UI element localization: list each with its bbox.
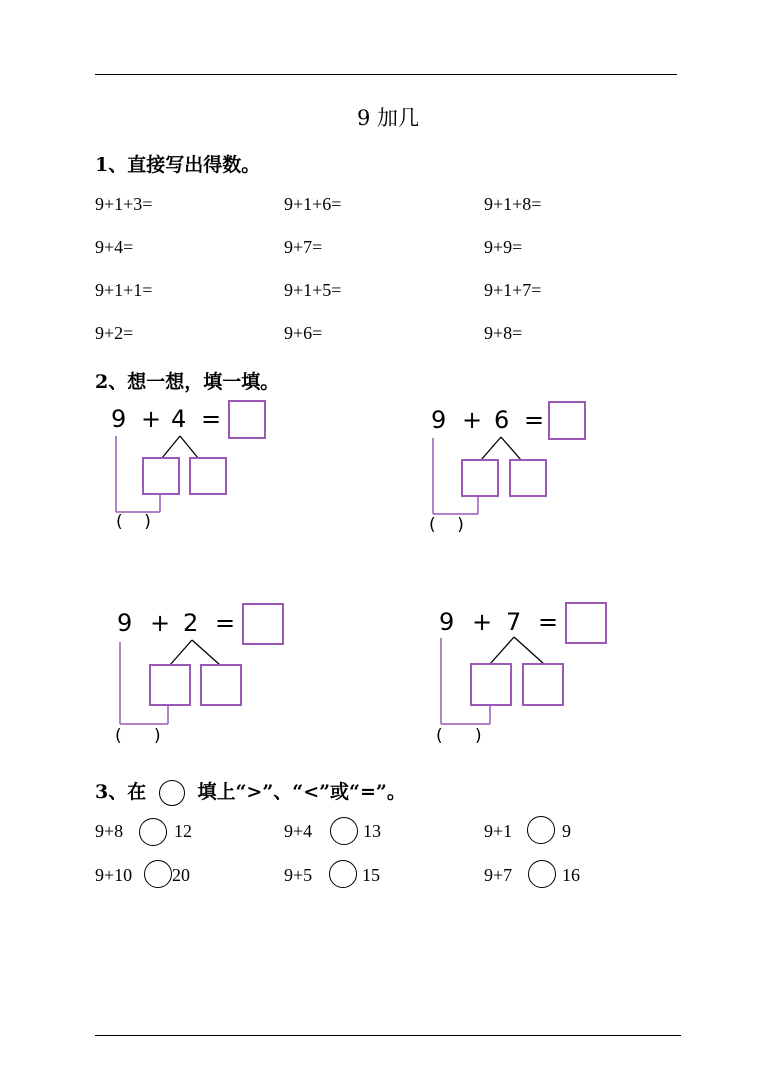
compare-right: 13 [363,821,381,841]
plus-sign: + [472,608,493,636]
compare-left: 9+1 [484,821,513,841]
page-title: 9 加几 [356,106,420,130]
compare-right: 9 [562,821,571,841]
split-box-left [143,458,179,494]
equation-3 [117,609,235,637]
split-box-left [471,664,511,705]
section3-heading [95,777,406,806]
exercise-item: 9+1+6= [284,194,342,214]
compare-right: 20 [172,865,190,885]
answer-box [243,604,283,644]
blank-paren: ( ) [436,726,482,746]
split-box-left [462,460,498,496]
exercise-item: 9+1+5= [284,280,342,300]
equation-2 [431,406,544,434]
equals-sign: = [215,609,236,637]
addend-b: 7 [506,608,522,636]
split-box-right [523,664,563,705]
compare-left: 9+4 [284,821,313,841]
split-box-right [510,460,546,496]
exercise-item: 9+8= [484,323,523,343]
split-box-right [190,458,226,494]
addend-b: 2 [183,609,199,637]
addend-a: 9 [439,608,455,636]
equation-1 [111,405,221,433]
answer-box [229,401,265,438]
compare-right: 15 [362,865,380,885]
compare-circle[interactable] [329,860,357,888]
exercise-item: 9+7= [284,237,323,257]
compare-left: 9+5 [284,865,313,885]
addend-a: 9 [431,406,447,434]
equals-sign: = [538,608,559,636]
exercise-item: 9+1+8= [484,194,542,214]
circle-icon [159,780,185,806]
compare-right: 16 [562,865,580,885]
exercise-item: 9+1+1= [95,280,153,300]
compare-circle[interactable] [528,860,556,888]
plus-sign: + [462,406,483,434]
blank-paren: ( ) [116,512,151,532]
plus-sign: + [150,609,171,637]
addend-a: 9 [117,609,133,637]
compare-left: 9+7 [484,865,513,885]
compare-circle[interactable] [139,818,167,846]
exercise-item: 9+9= [484,237,523,257]
equals-sign: = [201,405,222,433]
compare-circle[interactable] [330,817,358,845]
equation-4 [439,608,558,636]
addend-b: 6 [494,406,510,434]
section2-heading: 2、想一想，填一填。 [95,371,280,393]
addend-b: 4 [171,405,187,433]
answer-box [566,603,606,643]
exercise-item: 9+6= [284,323,323,343]
section3-heading-pre: 3、在 [95,781,147,803]
equals-sign: = [524,406,545,434]
addend-a: 9 [111,405,127,433]
compare-circle[interactable] [144,860,172,888]
compare-circle[interactable] [527,816,555,844]
compare-right: 12 [174,821,192,841]
section1-heading: 1、直接写出得数。 [95,154,261,176]
answer-box [549,402,585,439]
split-box-left [150,665,190,705]
section3-heading-post: 填上“>”、“<”或“=”。 [197,781,406,803]
exercise-item: 9+4= [95,237,134,257]
exercise-item: 9+2= [95,323,134,343]
split-box-right [201,665,241,705]
compare-left: 9+8 [95,821,124,841]
exercise-item: 9+1+7= [484,280,542,300]
blank-paren: ( ) [115,726,161,746]
blank-paren: ( ) [429,515,464,535]
plus-sign: + [141,405,162,433]
exercise-item: 9+1+3= [95,194,153,214]
compare-left: 9+10 [95,865,133,885]
